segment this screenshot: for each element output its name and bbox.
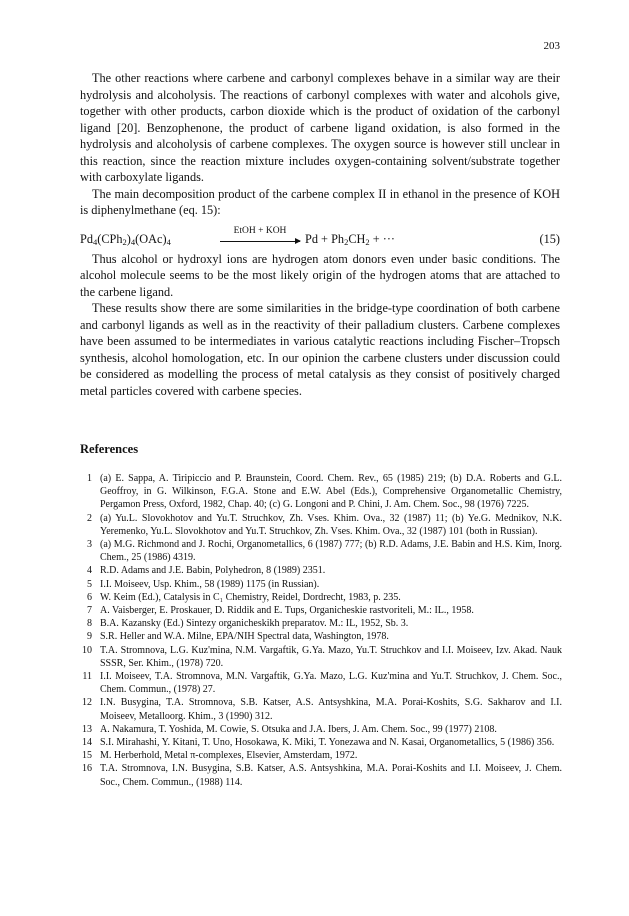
reference-text: S.I. Mirahashi, Y. Kitani, T. Uno, Hosokawa, K. Miki, T. Yonezawa and N. Kasai, Organometallics, 5 (1986) 356.: [100, 737, 555, 749]
eq-cph-close: ): [126, 231, 131, 246]
paragraph: The main decomposition product of the carbene complex II in ethanol in the presence of KOH is diphenylmethane (eq. 15):: [80, 186, 560, 217]
arrow-icon: [220, 241, 300, 242]
eq-oac-subscript: 4: [166, 236, 171, 247]
eq-cph-count: 4: [130, 236, 136, 247]
reference-text: (a) E. Sappa, A. Tiripiccio and P. Braunstein, Coord. Chem. Rev., 65 (1985) 219; (b) D.A. Roberts and G.L. Geoffroy, in G. Wilkinson, F.G.A. Stone and E.W. Abel (Eds.), Comprehensive Organometallic Chemistry, Pergamon Press, Oxford, 1982, Chap. 40; (c) G. Longoni and P. Chini, J. Am. Chem. Soc., 98 (1976) 7225.: [100, 473, 562, 511]
page-number: 203: [543, 40, 560, 52]
reference-item: [80, 644, 562, 670]
reference-text: S.R. Heller and W.A. Milne, EPA/NIH Spectral data, Washington, 1978.: [100, 631, 389, 643]
eq-cph-subscript: 2: [122, 236, 127, 247]
reference-number: 7: [87, 605, 92, 617]
paragraph: The other reactions where carbene and carbonyl complexes behave in a similar way are their hydrolysis and alcoholysis. The reactions of carbonyl complexes with water and alcohols give, together with other products, carbon dioxide which is the product of oxidation of the carbonyl ligand [20]. Benzophenone, the product of carbene ligand oxidation, is also formed in the hydrolysis and alcoholysis of carbene complexes. The oxygen source is however still unclear in this reaction, since the reaction mixture includes oxygen-containing solvent/substrate together with carboxylate ligands.: [80, 71, 560, 184]
equation-number: (15): [539, 231, 560, 246]
reference-text: M. Herberhold, Metal π-complexes, Elsevier, Amsterdam, 1972.: [100, 750, 358, 762]
reference-item: [80, 564, 562, 577]
reference-item: [80, 512, 562, 538]
equation-reactant: [80, 231, 171, 248]
reference-number: 15: [82, 750, 92, 762]
reference-text: (a) M.G. Richmond and J. Rochi, Organometallics, 6 (1987) 777; (b) R.D. Adams, J.E. Babin and H.S. Kim, Inorg. Chem., 25 (1986) 4319.: [100, 539, 562, 564]
reference-item: [80, 762, 562, 788]
references-heading: References: [80, 442, 139, 456]
reference-item: [80, 696, 562, 722]
reference-item: [80, 617, 562, 630]
reference-number: 8: [87, 618, 92, 630]
eq-oac: (OAc): [135, 231, 167, 246]
reference-number: 10: [82, 644, 92, 656]
reference-text: B.A. Kazansky (Ed.) Sintezy organicheskikh preparatov. M.: IL, 1952, Sb. 3.: [100, 618, 409, 630]
reference-number: 1: [87, 473, 92, 484]
reference-text: A. Vaisberger, E. Proskauer, D. Riddik and E. Tups, Organicheskie rastvoriteli, M.: IL., 1958.: [100, 605, 474, 617]
reference-number: 13: [82, 723, 92, 735]
reference-number: 3: [87, 539, 92, 551]
eq-product-pd: Pd + Ph: [305, 231, 345, 246]
reference-item: [80, 723, 562, 736]
paragraph: These results show there are some similarities in the bridge-type coordination of both carbene and carbonyl ligands as well as in the reactivity of their palladium clusters. Carbene complexes have been assumed to be intermediates in various catalytic reactions including Fischer–Tropsch synthesis, alcohol homologation, etc. In our opinion the carbene clusters under discussion could be considered as modelling the process of metal catalysis as they consist of positively charged metal particles covered with carbene species.: [80, 301, 560, 398]
reference-item: [80, 630, 562, 643]
reference-text: T.A. Stromnova, L.G. Kuz'mina, N.M. Vargaftik, G.Ya. Mazo, Yu.T. Struchkov and I.I. Moiseev, Izv. Akad. Nauk SSSR, Ser. Khim., (1978) 720.: [100, 644, 562, 669]
reference-number: 14: [82, 737, 92, 749]
equation: [80, 223, 560, 249]
body-text: [80, 70, 560, 399]
eq-pd-subscript: 4: [93, 236, 98, 247]
reference-text: A. Nakamura, T. Yoshida, M. Cowie, S. Otsuka and J.A. Ibers, J. Am. Chem. Soc., 99 (1977) 2108.: [100, 723, 497, 735]
reference-number: 11: [82, 671, 92, 683]
reference-item: [80, 604, 562, 617]
reference-number: 16: [82, 763, 92, 775]
reference-number: 6: [87, 591, 92, 603]
reference-number: 9: [87, 631, 92, 643]
reaction-arrow: [220, 223, 300, 243]
eq-ch: CH: [348, 231, 366, 246]
reference-text: I.I. Moiseev, Usp. Khim., 58 (1989) 1175 (in Russian).: [100, 578, 320, 590]
reference-item: [80, 591, 562, 604]
reaction-reagent: EtOH + KOH: [233, 225, 287, 236]
eq-pd: Pd: [80, 231, 93, 246]
reference-number: 2: [87, 512, 92, 524]
reference-item: [80, 749, 562, 762]
equation-product: [305, 231, 395, 248]
paragraph: Thus alcohol or hydroxyl ions are hydrogen atom donors even under basic conditions. The alcohol molecule seems to be the most likely origin of the hydrogen atoms that are attached to the carbene ligand.: [80, 251, 560, 299]
reference-item: [80, 670, 562, 696]
reference-text: (a) Yu.L. Slovokhotov and Yu.T. Struchkov, Zh. Vses. Khim. Ova., 32 (1987) 11; (b) Ye.G. Mednikov, N.K. Yeremenko, Yu.L. Slovokhotov and Yu.T. Struchkov, Zh. Vses. Khim. Ova., 32 (1987) 101 (both in Russian).: [100, 512, 562, 537]
eq-tail: + ···: [369, 231, 396, 246]
eq-cph: (CPh: [97, 231, 123, 246]
reference-text: T.A. Stromnova, I.N. Busygina, S.B. Katser, A.S. Antsyshkina, M.A. Porai-Koshits and I.I. Moiseev, J. Chem. Soc., Chem. Commun., (1988) 114.: [100, 763, 562, 788]
reference-text: I.I. Moiseev, T.A. Stromnova, M.N. Vargaftik, G.Ya. Mazo, L.G. Kuz'mina and Yu.T. Struchkov, J. Chem. Soc., Chem. Commun., (1978) 27.: [100, 671, 562, 696]
reference-text: I.N. Busygina, T.A. Stromnova, S.B. Katser, A.S. Antsyshkina, M.A. Porai-Koshits, S.G. Sakharov and I.I. Moiseev, Metalloorg. Khim., 3 (1990) 312.: [100, 697, 562, 722]
reference-text: W. Keim (Ed.), Catalysis in C₁ Chemistry, Reidel, Dordrecht, 1983, p. 235.: [100, 591, 401, 603]
reference-item: [80, 472, 562, 512]
reference-number: 12: [82, 697, 92, 709]
reference-text: R.D. Adams and J.E. Babin, Polyhedron, 8 (1989) 2351.: [100, 565, 326, 577]
reference-number: 5: [87, 578, 92, 590]
eq-ph-subscript: 2: [344, 236, 349, 247]
reference-item: [80, 578, 562, 591]
reference-item: [80, 538, 562, 564]
reference-list: [80, 472, 562, 789]
eq-ch-subscript: 2: [365, 236, 370, 247]
reference-item: [80, 736, 562, 749]
reference-number: 4: [87, 565, 92, 577]
